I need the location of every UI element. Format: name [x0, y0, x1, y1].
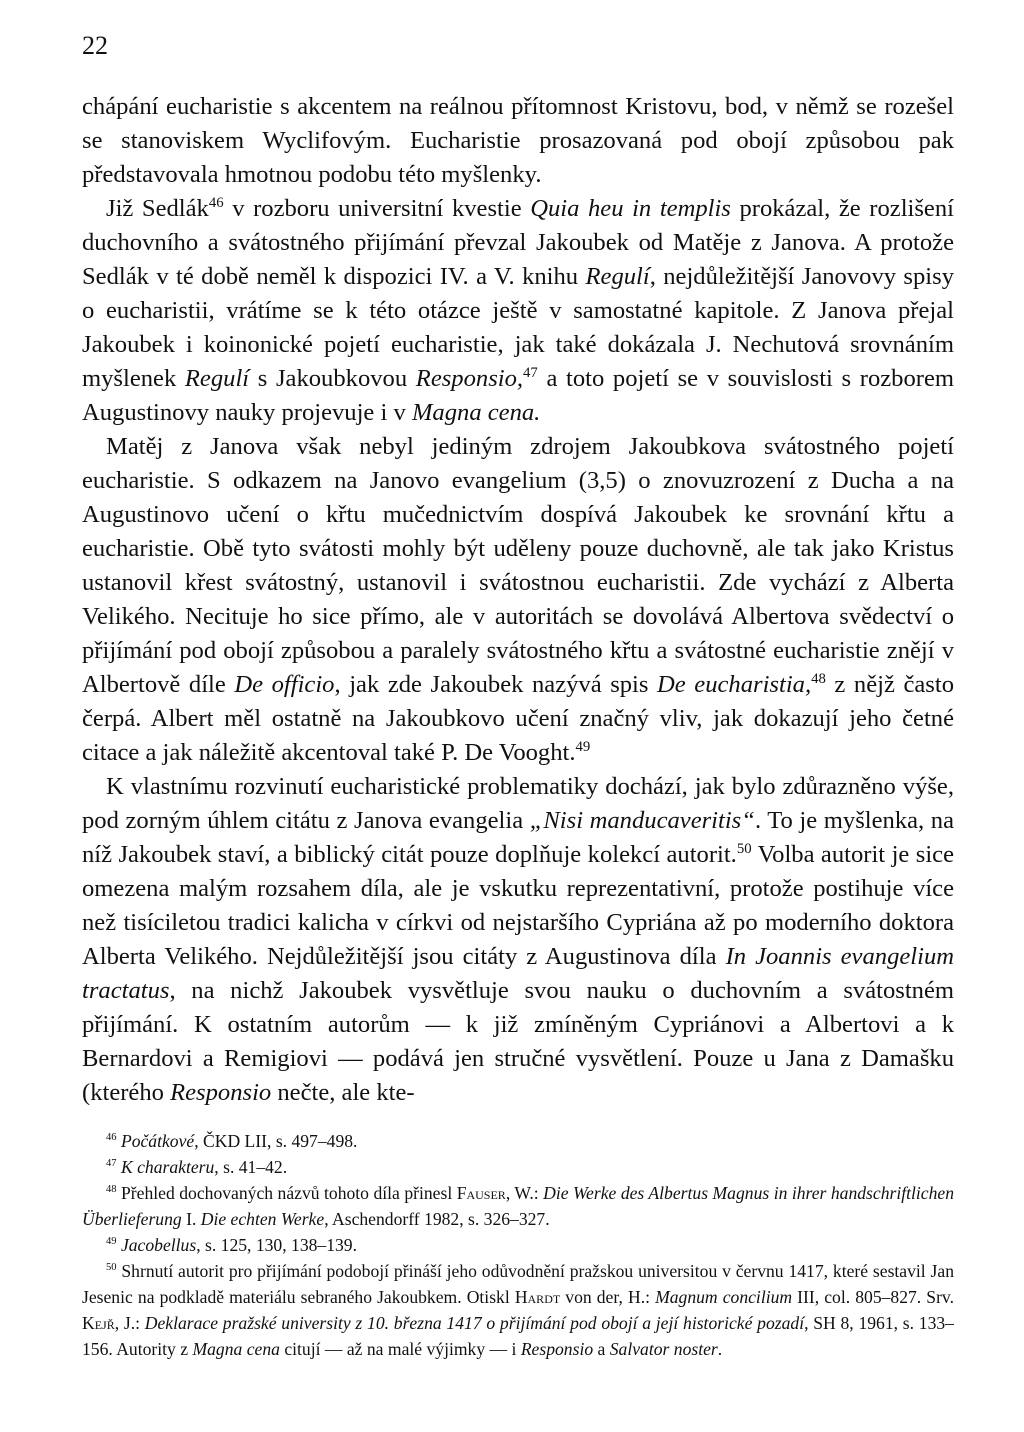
body-text [82, 90, 954, 1110]
text-run: , na nichž Jakoubek vysvětluje svou nauku o duchovním a svátostném přijímání. K ostatním autorům — k již zmíněným Cypriánovi a Albertovi a k Bernardovi a Remigiovi — podává jen stručné vysvětlení. Pouze u Jana z Damašku (kterého [82, 977, 954, 1106]
paragraph [82, 90, 954, 192]
text-run: , J.: [114, 1313, 145, 1333]
paragraph [82, 430, 954, 770]
italic-title: Počátkové [120, 1131, 195, 1151]
footnote-reference: 47 [106, 1158, 117, 1170]
text-run: nečte, ale kte- [271, 1079, 415, 1106]
footnote-reference: 48 [811, 670, 826, 687]
text-run: , s. 41–42. [214, 1157, 288, 1177]
italic-title: Magna cena [192, 1339, 280, 1359]
footnote-reference: 49 [106, 1236, 117, 1248]
text-run: Shrnutí autorit pro přijímání podobojí přináší jeho odůvodnění pražskou universitou v červnu 1417, které sestavil Jan Jesenic na podkladě materiálu sebraného Jakoubkem. Otiskl [82, 1261, 954, 1307]
text-run: chápání eucharistie s akcentem na reálnou přítomnost Kristovu, bod, v němž se rozešel se stanoviskem Wyclifovým. Eucharistie prosazovaná pod obojí způsobou pak představovala hmotnou podobu této myšlenky. [82, 93, 954, 188]
italic-title: In Joannis evangelium tractatus [82, 943, 955, 1004]
footnote-reference: 46 [106, 1132, 117, 1144]
text-run: . [717, 1339, 723, 1359]
text-run: Přehled dochovaných názvů tohoto díla přinesl [116, 1183, 457, 1203]
text-run: prokázal, že rozlišení duchovního a svátostného přijímání převzal Jakoubek od Matěje z Janova. A protože Sedlák v té době neměl k dispozici IV. a V. knihu [82, 195, 954, 290]
author-name: Hardt [514, 1287, 561, 1307]
italic-title: Jacobellus [120, 1235, 197, 1255]
text-run: s Jakoubkovou [249, 365, 416, 392]
text-run: III, col. 805–827. Srv. [792, 1287, 954, 1307]
author-name: Fauser [456, 1183, 506, 1203]
text-run: Volba autorit je sice omezena malým rozsahem díla, ale je vskutku reprezentativní, protože postihuje více než tisíciletou tradici kalicha v církvi od nejstaršího Cypriána až po moderního doktora Alberta Velikého. Nejdůležitější jsou citáty z Augustinova díla [82, 841, 954, 970]
italic-title: Regulí [184, 365, 250, 392]
footnote-reference: 50 [736, 840, 752, 857]
footnote [82, 1154, 954, 1180]
italic-title: Deklarace pražské university z 10. března 1417 o přijímání pod obojí a její historické pozadí [144, 1313, 805, 1333]
italic-title: Responsio [520, 1339, 594, 1359]
text-run: K vlastnímu rozvinutí eucharistické problematiky dochází, jak bylo zdůrazněno výše, pod zorným úhlem citátu z Janova evangelia [82, 773, 954, 834]
author-name: Kejř [82, 1313, 115, 1333]
paragraph [82, 770, 954, 1110]
page-number: 22 [82, 31, 108, 60]
text-run: , s. 125, 130, 138–139. [196, 1235, 357, 1255]
text-run: , SH 8, 1961, s. 133–156. Autority z [82, 1313, 954, 1359]
italic-title: De officio [234, 671, 335, 698]
text-run: I. [181, 1209, 201, 1229]
italic-title: Responsio, [415, 365, 524, 392]
text-run: z nějž často čerpá. Albert měl ostatně na Jakoubkovo učení značný vliv, jak dokazují jeho četné citace a jak náležitě akcentoval také P. De Vooght. [82, 671, 954, 766]
text-run: von der, H.: [560, 1287, 656, 1307]
italic-title: De eucharistia, [657, 671, 812, 698]
paragraph [82, 192, 954, 430]
text-run: , nejdůležitější Janovovy spisy o eucharistii, vrátíme se k této otázce ještě v samostatné kapitole. Z Janova přejal Jakoubek i koinonické pojetí eucharistie, jak také dokázala J. Nechutová srovnáním myšlenek [82, 263, 954, 392]
italic-title: Responsio [170, 1079, 272, 1106]
text-run: , jak zde Jakoubek nazývá spis [334, 671, 658, 698]
footnote-reference: 49 [575, 738, 591, 755]
italic-title: „Nisi manducaveritis“ [529, 807, 755, 834]
text-run: , ČKD LII, s. 497–498. [194, 1131, 358, 1151]
text-run: v rozboru universitní kvestie [223, 195, 531, 222]
footnotes [82, 1128, 954, 1362]
text-run: . To je myšlenka, na níž Jakoubek staví, a biblický citát pouze doplňuje kolekcí autorit. [82, 807, 954, 868]
footnote [82, 1258, 954, 1362]
footnote-reference: 48 [106, 1184, 117, 1196]
italic-title: Magnum concilium [655, 1287, 793, 1307]
text-run: a [593, 1339, 610, 1359]
italic-title: Regulí [585, 263, 650, 290]
italic-title: Salvator noster [609, 1339, 718, 1359]
text-run: a toto pojetí se v souvislosti s rozborem Augustinovy nauky projevuje i v [82, 365, 954, 426]
italic-title: Die Werke des Albertus Magnus in ihrer handschriftlichen Überlieferung [82, 1183, 955, 1229]
footnote-reference: 50 [106, 1262, 117, 1274]
text-run: , W.: [505, 1183, 544, 1203]
italic-title: K charakteru [120, 1157, 215, 1177]
italic-title: Die echten Werke [200, 1209, 325, 1229]
italic-title: Quia heu in templis [530, 195, 731, 222]
text-run: citují — až na malé výjimky — i [279, 1339, 521, 1359]
footnote [82, 1232, 954, 1258]
footnote [82, 1180, 954, 1232]
italic-title: Magna cena. [411, 399, 541, 426]
text-run: Matěj z Janova však nebyl jediným zdrojem Jakoubkova svátostného pojetí eucharistie. S odkazem na Janovo evangelium (3,5) o znovuzrození z Ducha a na Augustinovo učení o křtu mučednictvím dospívá Jakoubek ke srovnání křtu a eucharistie. Obě tyto svátosti mohly být uděleny pouze duchovně, ale tak jako Kristus ustanovil křest svátostný, ustanovil i svátostnou eucharistii. Zde vychází z Alberta Velikého. Necituje ho sice přímo, ale v autoritách se dovolává Albertova svědectví o přijímání pod obojí způsobou a paralely svátostného křtu a svátostné eucharistie znějí v Albertově díle [82, 433, 954, 698]
footnote-reference: 47 [523, 364, 538, 381]
text-run: , Aschendorff 1982, s. 326–327. [324, 1209, 550, 1229]
footnote [82, 1128, 954, 1154]
footnote-reference: 46 [208, 194, 224, 211]
text-run: Již Sedlák [106, 195, 209, 222]
